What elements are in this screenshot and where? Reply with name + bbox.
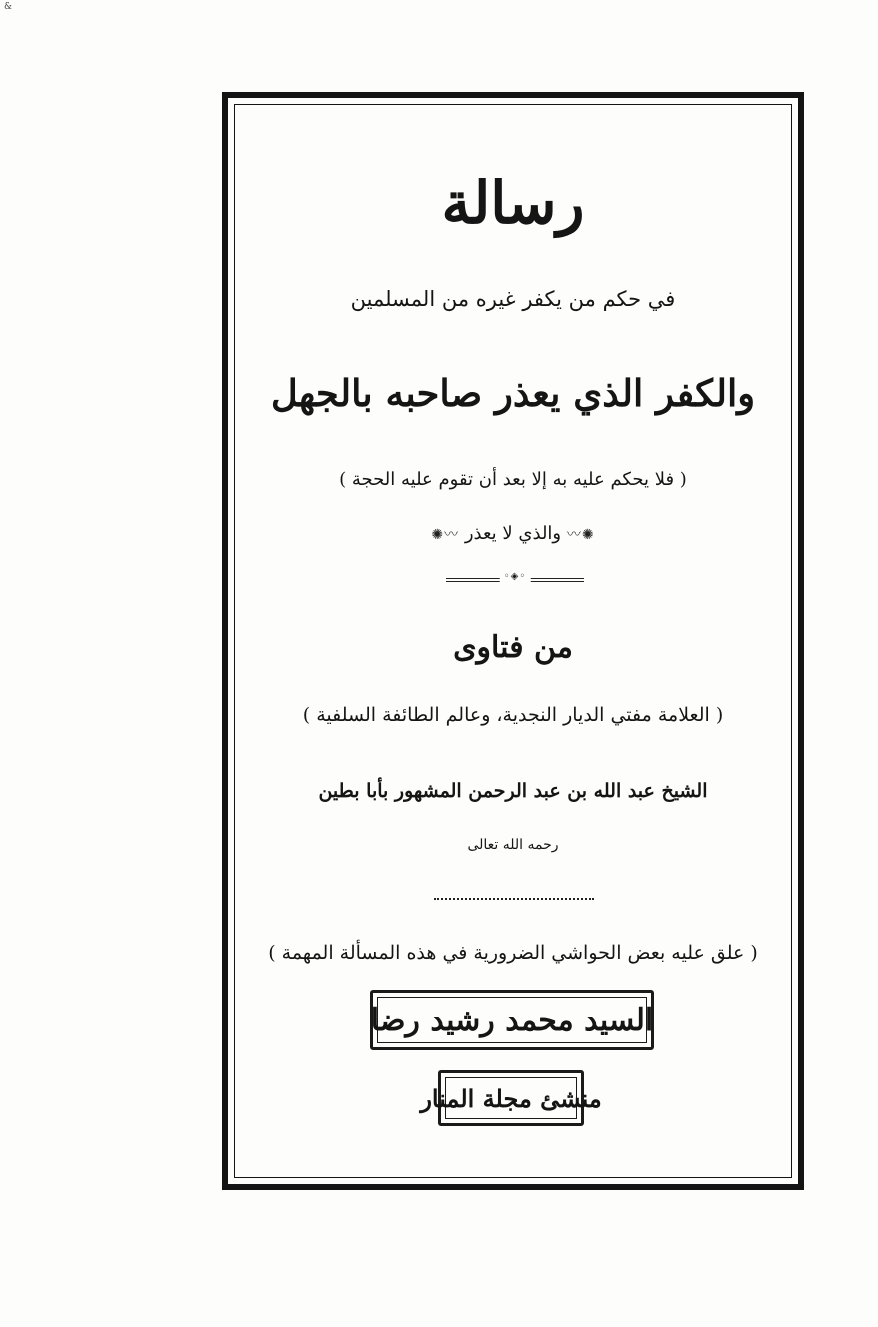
author-cartouche	[370, 990, 654, 1050]
not-excused-line	[222, 520, 804, 549]
dotted-divider	[434, 898, 594, 900]
prayer-text: رحمه الله تعالى	[467, 837, 559, 853]
book-subtitle: في حكم من يكفر غيره من المسلمين	[350, 287, 676, 311]
ornament-left-icon: ✺〰	[566, 527, 595, 543]
book-title: رسالة	[441, 169, 585, 237]
divider-ornament-icon: ◦◈◦	[500, 571, 531, 582]
scholar-name: الشيخ عبد الله بن عبد الرحمن المشهور بأبا بطين	[318, 780, 708, 802]
ornament-right-icon: 〰✺	[431, 527, 460, 543]
corner-mark: &	[4, 2, 13, 12]
publisher-name: منشئ مجلة المنار	[420, 1083, 602, 1113]
annotation-note: ( علق عليه بعض الحواشي الضرورية في هذه المسألة المهمة )	[268, 942, 758, 964]
author-name: السيد محمد رشيد رضا	[370, 1002, 654, 1038]
not-excused-text: والذي لا يعذر	[464, 523, 562, 544]
book-heading: والكفر الذي يعذر صاحبه بالجهل	[270, 371, 756, 415]
publisher-cartouche	[420, 1070, 602, 1126]
scholar-description: ( العلامة مفتي الديار النجدية، وعالم الطائفة السلفية )	[302, 704, 724, 726]
from-fatawa-label: من فتاوى	[453, 630, 573, 665]
parenthetical-note: ( فلا يحكم عليه به إلا بعد أن تقوم عليه الحجة )	[339, 469, 687, 490]
ornamental-divider	[446, 571, 584, 582]
